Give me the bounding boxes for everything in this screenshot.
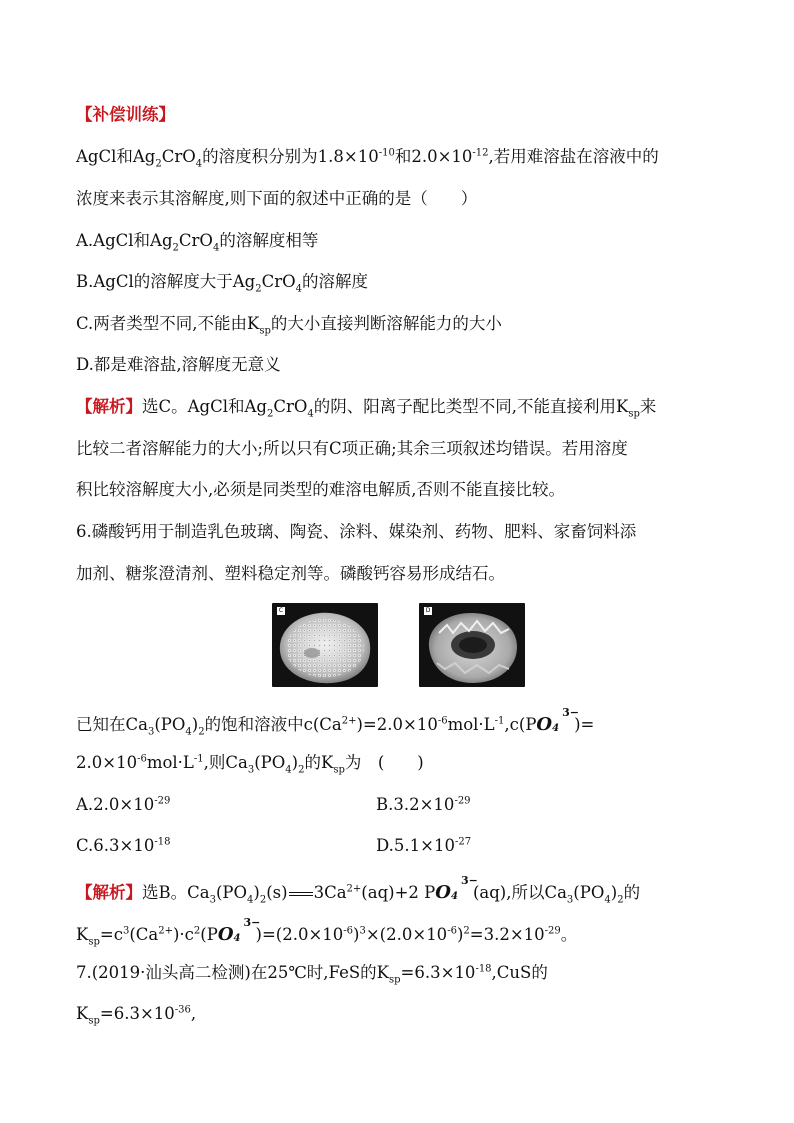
phosphate-ion-indices: 4 3− <box>233 916 261 944</box>
stone-d-graphic <box>419 603 525 687</box>
q5-option-b: B.AgCl的溶解度大于$Ag_2CrO_4$的溶解度 <box>76 272 369 295</box>
q6-intro-line-1: 6.磷酸钙用于制造乳色玻璃、陶瓷、涂料、媒染剂、药物、肥料、家畜饲料添 <box>76 522 637 541</box>
figure-label-c: C <box>278 607 284 614</box>
section-heading <box>76 104 734 126</box>
q6-options-row-1 <box>76 794 734 816</box>
q6-intro-line-2: 加剂、糖浆澄清剂、塑料稳定剂等。磷酸钙容易形成结石。 <box>76 564 505 583</box>
stone-c-graphic <box>272 603 378 687</box>
q6-option-b: $B.3.2\times 10^{-29}$ <box>376 795 471 814</box>
figure-label-d: D <box>425 607 431 614</box>
q6-option-a: $A.2.0\times 10^{-29}$ <box>76 795 171 814</box>
q5-analysis-line-2: 比较二者溶解能力的大小;所以只有C项正确;其余三项叙述均错误。若用溶度 <box>76 439 628 458</box>
kidney-stone-image-c <box>272 603 378 687</box>
q7-line-2: $K_{sp}=6.3\times 10^{-36}$, <box>76 1004 197 1027</box>
analysis-label: 【解析】 <box>76 883 142 902</box>
q6-analysis-line-1: 【解析】选B。$Ca_3(PO_4)_2(s)$ $3Ca^{2+}(aq)+2$ PO 4 3− (aq),所以$Ca_3(PO_4)_2$的 <box>76 874 641 906</box>
phosphate-ion-indices: 4 3− <box>552 706 579 734</box>
q6-option-c: $C.6.3\times 10^{-18}$ <box>76 836 171 855</box>
q5-analysis-line-3: 积比较溶解度大小,必须是同类型的难溶电解质,否则不能直接比较。 <box>76 480 565 499</box>
phosphate-ion-indices: 4 3− <box>450 874 478 902</box>
q5-stem-line-2: 浓度来表示其溶解度,则下面的叙述中正确的是（ ） <box>76 189 478 208</box>
q5-option-d: D.都是难溶盐,溶解度无意义 <box>76 355 281 374</box>
q5-analysis-line-1: 【解析】选C。AgCl和$Ag_2CrO_4$的阴、阳离子配比类型不同,不能直接利用$K_{sp}$来 <box>76 397 657 420</box>
q5-option-c: C.两者类型不同,不能由$K_{sp}$的大小直接判断溶解能力的大小 <box>76 314 502 337</box>
phosphate-ion-o: O <box>435 882 451 903</box>
q6-given-line-1: 已知在$Ca_3(PO_4)_2$的饱和溶液中$c(Ca^{2+})=2.0\times 10^{-6}mol\cdot L^{-1},c(PO$ 4 3− )= <box>76 706 595 738</box>
q6-given-line-2: $2.0\times 10^{-6}mol\cdot L^{-1}$,则$Ca_3(PO_4)_2$的$K_{sp}$为 ( ) <box>76 753 424 776</box>
analysis-label: 【解析】 <box>76 397 142 416</box>
q5-option-a: A.AgCl和$Ag_2CrO_4$的溶解度相等 <box>76 231 319 254</box>
q7-line-1: 7.(2019·汕头高二检测)在25℃时,FeS的$K_{sp}=6.3\times 10^{-18},CuS$的 <box>76 963 548 986</box>
phosphate-ion-o: O <box>217 924 234 945</box>
q6-option-d: $D.5.1\times 10^{-27}$ <box>376 836 472 855</box>
heading-text: 【补偿训练】 <box>76 105 175 124</box>
kidney-stone-image-d <box>419 603 525 687</box>
equilibrium-arrow <box>289 892 313 896</box>
phosphate-ion-o: O <box>536 714 553 735</box>
q5-stem-line-1: AgCl和$Ag_2CrO_4$的溶度积分别为$1.8\times 10^{-10}$和$2.0\times 10^{-12}$,若用难溶盐在溶液中的 <box>76 147 659 170</box>
q6-analysis-line-2: $K_{sp}=c^3(Ca^{2+})\cdot c^2(PO$ 4 3− )$=(2.0\times 10^{-6})^3\times(2.0\times 10^{-6})^2=3.2\times 10^{-29}$。 <box>76 916 578 948</box>
q6-options-row-2 <box>76 835 734 857</box>
